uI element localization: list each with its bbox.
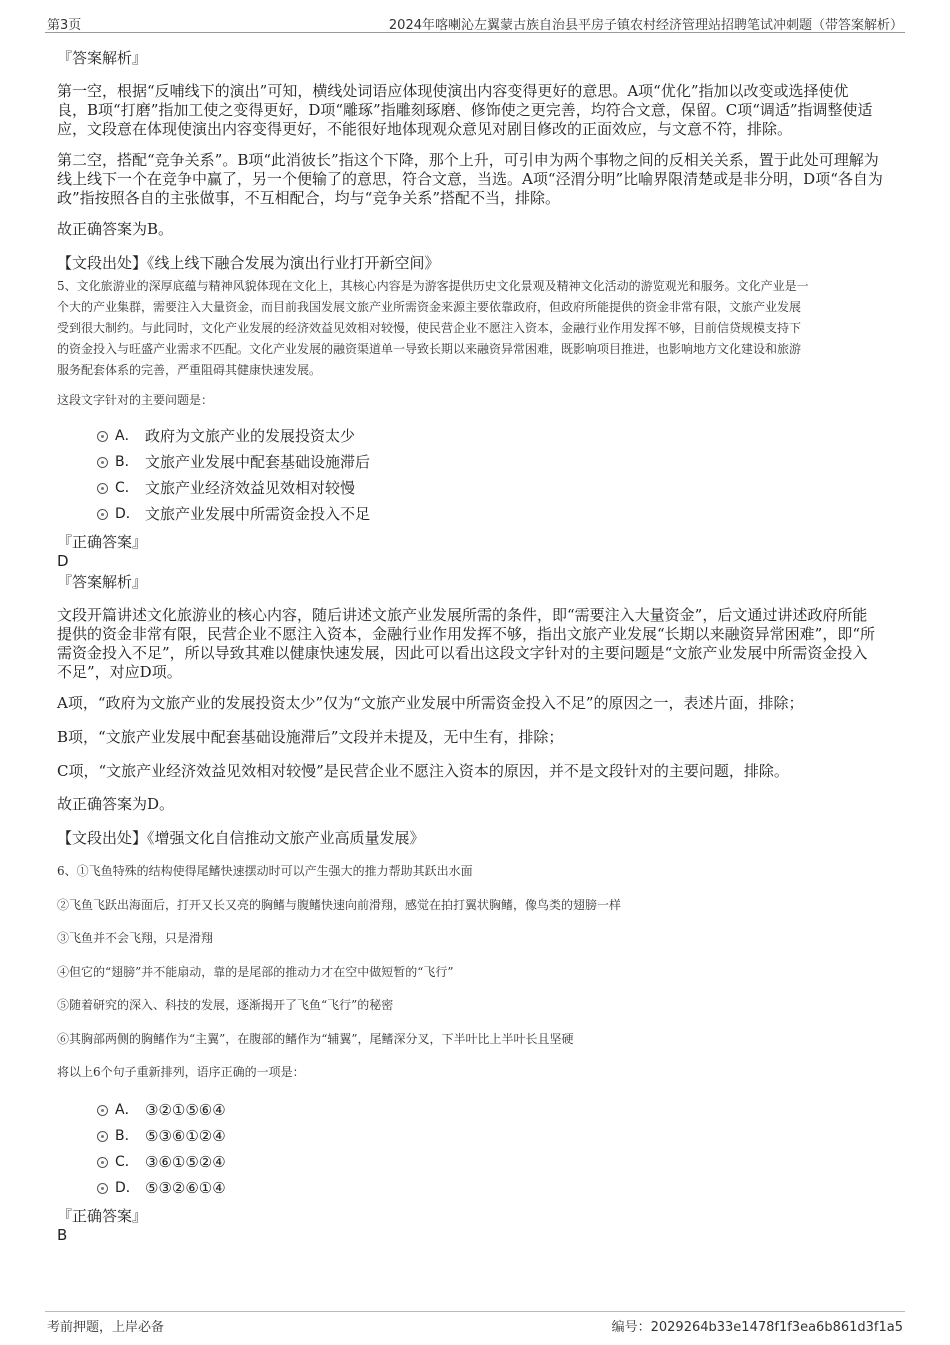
q6-sentence-3: ③飞鱼并不会飞翔，只是滑翔 [57, 931, 214, 945]
text-line: 良，B项“打磨”指加工使之变得更好，D项“雕琢”指雕刻琢磨、修饰使之更完善，均符合文意，保留。C项“调适”指调整使适 [57, 101, 873, 119]
text-line: 个大的产业集群，需要注入大量资金，而目前我国发展文旅产业所需资金来源主要依靠政府，但政府所能提供的资金非常有限，文旅产业发展 [57, 300, 802, 314]
text-line: 应，文段意在体现使演出内容变得更好，不能很好地体现观众意见对剧目修改的正面效应，与文意不符，排除。 [57, 120, 793, 138]
text-line: 第二空，搭配“竞争关系”。B项“此消彼长”指这个下降，那个上升，可引申为两个事物之间的反相关关系，置于此处可理解为 [57, 151, 879, 169]
option-text: 文旅产业发展中所需资金投入不足 [145, 505, 371, 523]
option-text: ⑤③②⑥①④ [145, 1179, 226, 1197]
option-letter: A． [115, 428, 139, 444]
document-id: 编号：2029264b33e1478f1f3ea6b861d3f1a5 [611, 1320, 903, 1335]
q5-analysis-c: C项，“文旅产业经济效益见效相对较慢”是民营企业不愿注入资本的原因，并不是文段针对的主要问题，排除。 [57, 762, 789, 780]
text-line: 文段开篇讲述文化旅游业的核心内容，随后讲述文旅产业发展所需的条件，即“需要注入大量资金”，后文通过讲述政府所能 [57, 606, 868, 624]
radio-icon[interactable] [97, 431, 108, 442]
option-text: 文旅产业经济效益见效相对较慢 [145, 479, 356, 497]
radio-icon[interactable] [97, 457, 108, 468]
page-header [45, 12, 905, 33]
option-letter: A． [115, 1102, 139, 1118]
q4-conclusion: 故正确答案为B。 [57, 220, 174, 238]
radio-icon[interactable] [97, 1183, 108, 1194]
radio-icon[interactable] [97, 483, 108, 494]
q5-stem [57, 276, 902, 381]
q5-analysis-a: A项，“政府为文旅产业的发展投资太少”仅为“文旅产业发展中所需资金投入不足”的原因之一，表述片面，排除； [57, 694, 804, 712]
option-letter: B． [115, 1128, 139, 1144]
q6-question: 将以上6个句子重新排列，语序正确的一项是： [57, 1065, 305, 1079]
q6-correct-label: 『正确答案』 [57, 1207, 148, 1225]
option-a[interactable] [57, 1097, 657, 1123]
q5-options [57, 423, 657, 527]
option-b[interactable] [57, 1123, 657, 1149]
option-letter: C． [115, 1154, 139, 1170]
document-title: 2024年喀喇沁左翼蒙古族自治县平房子镇农村经济管理站招聘笔试冲刺题（带答案解析） [388, 18, 903, 33]
option-text: 政府为文旅产业的发展投资太少 [145, 427, 356, 445]
radio-icon[interactable] [97, 1131, 108, 1142]
text-line: 5、文化旅游业的深厚底蕴与精神风貌体现在文化上，其核心内容是为游客提供历史文化景观及精神文化活动的游览观光和服务。文化产业是一 [57, 279, 809, 293]
q4-analysis-p1 [57, 82, 873, 139]
option-text: ③⑥①⑤②④ [145, 1153, 226, 1171]
text-line: 第一空，根据“反哺线下的演出”可知，横线处词语应体现使演出内容变得更好的意思。A项“优化”指加以改变或选择使优 [57, 82, 849, 100]
text-line: 政”指按照各自的主张做事，不互相配合，均与“竞争关系”搭配不当，排除。 [57, 189, 561, 207]
q6-sentence-4: ④但它的“翅膀”并不能扇动，靠的是尾部的推动力才在空中做短暂的“飞行” [57, 965, 454, 979]
page-footer [45, 1311, 905, 1336]
text-line: 服务配套体系的完善，严重阻碍其健康快速发展。 [57, 363, 322, 377]
q5-correct-answer: D [57, 552, 69, 570]
text-line: 提供的资金非常有限，民营企业不愿注入资本，金融行业作用发挥不够，指出文旅产业发展“长期以来融资异常困难”，即“所 [57, 625, 876, 643]
option-b[interactable] [57, 449, 657, 475]
q6-options [57, 1097, 657, 1201]
option-a[interactable] [57, 423, 657, 449]
q5-question: 这段文字针对的主要问题是： [57, 393, 214, 407]
footer-slogan: 考前押题，上岸必备 [47, 1320, 165, 1335]
option-text: 文旅产业发展中配套基础设施滞后 [145, 453, 371, 471]
radio-icon[interactable] [97, 1105, 108, 1116]
option-c[interactable] [57, 1149, 657, 1175]
text-line: 的资金投入与旺盛产业需求不匹配。文化产业发展的融资渠道单一导致长期以来融资异常困难，既影响项目推进，也影响地方文化建设和旅游 [57, 342, 802, 356]
q5-conclusion: 故正确答案为D。 [57, 795, 175, 813]
option-d[interactable] [57, 501, 657, 527]
page-number: 第3页 [47, 18, 82, 33]
q6-sentence-5: ⑤随着研究的深入、科技的发展，逐渐揭开了飞鱼“飞行”的秘密 [57, 998, 394, 1012]
q5-analysis-label: 『答案解析』 [57, 573, 148, 591]
option-text: ⑤③⑥①②④ [145, 1127, 226, 1145]
radio-icon[interactable] [97, 1157, 108, 1168]
q5-source: 【文段出处】《增强文化自信推动文旅产业高质量发展》 [57, 829, 425, 847]
text-line: 不足”，对应D项。 [57, 663, 182, 681]
text-line: 受到很大制约。与此同时，文化产业发展的经济效益见效相对较慢，使民营企业不愿注入资本，金融行业作用发挥不够，目前信贷规模支持下 [57, 321, 802, 335]
option-letter: D． [115, 506, 140, 522]
option-text: ③②①⑤⑥④ [145, 1101, 226, 1119]
text-line: 需资金投入不足”，所以导致其难以健康快速发展，因此可以看出这段文字针对的主要问题是“文旅产业发展中所需资金投入 [57, 644, 868, 662]
option-letter: C． [115, 480, 139, 496]
q6-correct-answer: B [57, 1226, 68, 1244]
option-letter: D． [115, 1180, 140, 1196]
q6-sentence-2: ②飞鱼飞跃出海面后，打开又长又亮的胸鳍与腹鳍快速向前滑翔，感觉在拍打翼状胸鳍，像鸟类的翅膀一样 [57, 898, 622, 912]
q4-analysis-label: 『答案解析』 [57, 49, 148, 67]
q4-analysis-p2 [57, 151, 883, 208]
q6-sentence-1: 6、①飞鱼特殊的结构使得尾鳍快速摆动时可以产生强大的推力帮助其跃出水面 [57, 864, 473, 878]
q5-analysis-p1 [57, 606, 875, 682]
option-c[interactable] [57, 475, 657, 501]
q6-sentence-6: ⑥其胸部两侧的胸鳍作为“主翼”，在腹部的鳍作为“辅翼”，尾鳍深分叉，下半叶比上半叶长且坚硬 [57, 1032, 574, 1046]
q4-source: 【文段出处】《线上线下融合发展为演出行业打开新空间》 [57, 254, 440, 272]
text-line: 线上线下一个在竞争中赢了，另一个便输了的意思，符合文意，当选。A项“泾渭分明”比喻界限清楚或是非分明，D项“各自为 [57, 170, 883, 188]
radio-icon[interactable] [97, 509, 108, 520]
q5-analysis-b: B项，“文旅产业发展中配套基础设施滞后”文段并未提及，无中生有，排除； [57, 728, 564, 746]
q5-correct-label: 『正确答案』 [57, 533, 148, 551]
option-d[interactable] [57, 1175, 657, 1201]
option-letter: B． [115, 454, 139, 470]
